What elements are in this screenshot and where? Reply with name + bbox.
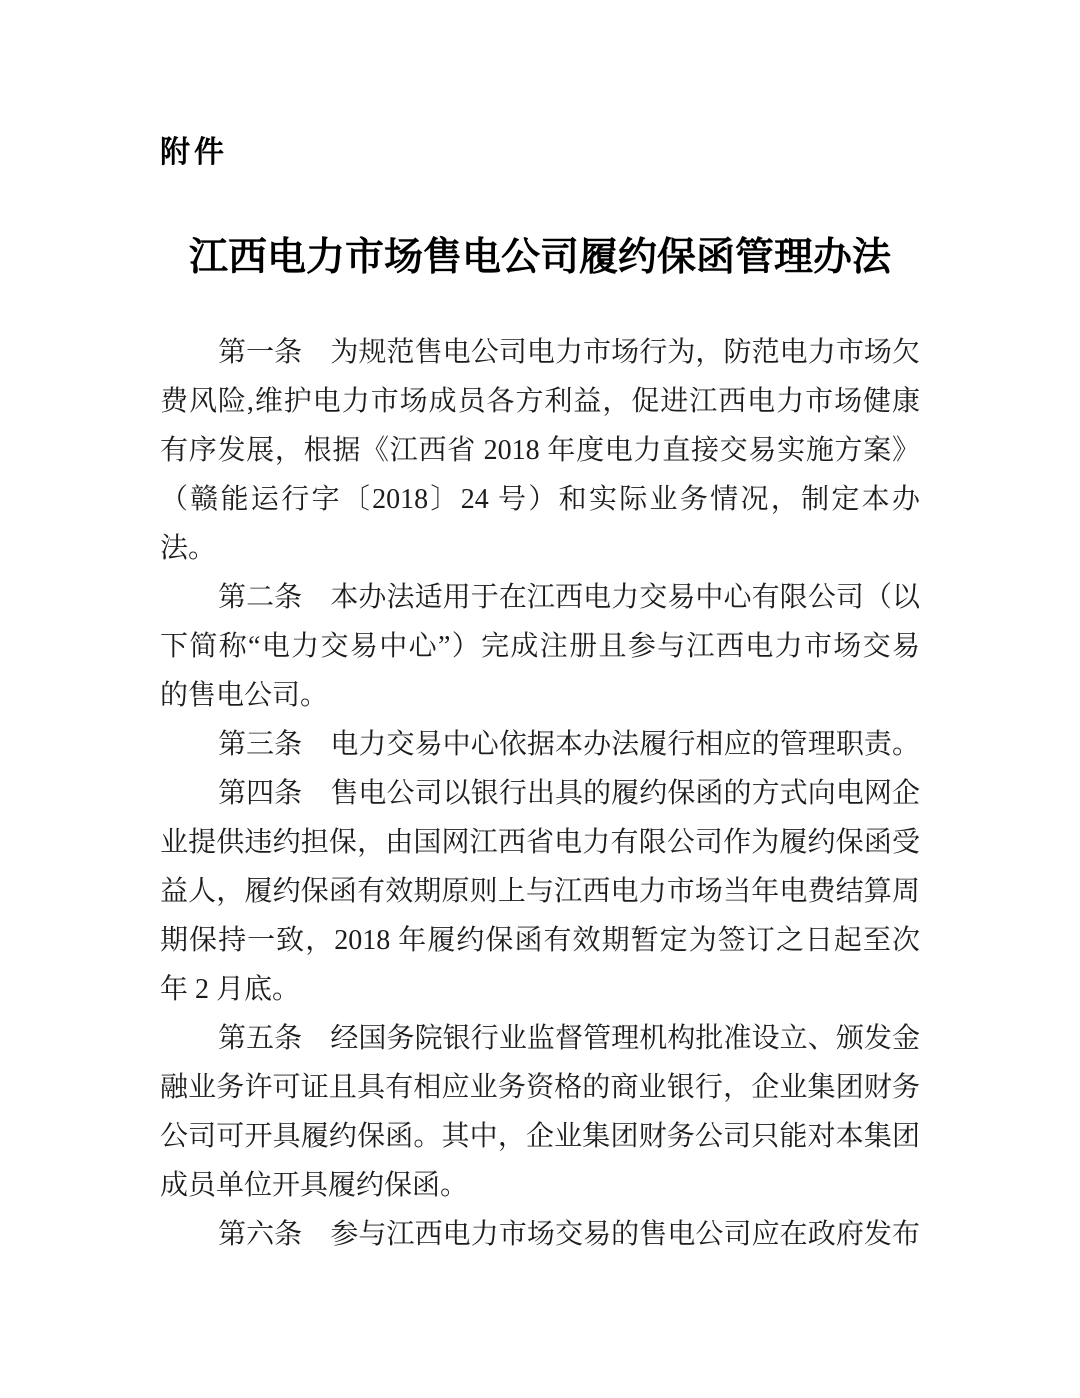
document-body <box>160 328 920 1259</box>
body-line: 下简称“电力交易中心”）完成注册且参与江西电力市场交易 <box>160 631 920 662</box>
body-line: 融业务许可证且具有相应业务资格的商业银行，企业集团财务 <box>160 1072 920 1103</box>
body-line: 法。 <box>160 533 217 564</box>
document-title: 江西电力市场售电公司履约保函管理办法 <box>188 236 891 279</box>
body-line: 的售电公司。 <box>160 680 329 711</box>
attachment-label: 附件 <box>160 135 228 170</box>
paragraph-article-1 <box>160 328 920 573</box>
body-line: 第二条 本办法适用于在江西电力交易中心有限公司（以 <box>218 582 920 613</box>
paragraph-article-6 <box>160 1210 920 1259</box>
body-line: 费风险,维护电力市场成员各方利益，促进江西电力市场健康 <box>160 386 920 417</box>
body-line: 第五条 经国务院银行业监督管理机构批准设立、颁发金 <box>218 1023 920 1054</box>
body-line: 成员单位开具履约保函。 <box>160 1170 469 1201</box>
paragraph-article-4 <box>160 769 920 1014</box>
paragraph-article-5 <box>160 1014 920 1210</box>
body-line: 年 2 月底。 <box>160 974 301 1005</box>
body-line: 业提供违约担保，由国网江西省电力有限公司作为履约保函受 <box>160 827 920 858</box>
body-line: （赣能运行字〔2018〕24 号）和实际业务情况，制定本办 <box>160 484 920 515</box>
body-line: 公司可开具履约保函。其中，企业集团财务公司只能对本集团 <box>160 1121 920 1152</box>
paragraph-article-3 <box>160 720 920 769</box>
body-line: 期保持一致，2018 年履约保函有效期暂定为签订之日起至次 <box>160 925 920 956</box>
body-line: 第三条 电力交易中心依据本办法履行相应的管理职责。 <box>218 729 920 760</box>
paragraph-article-2 <box>160 573 920 720</box>
body-line: 有序发展，根据《江西省 2018 年度电力直接交易实施方案》 <box>160 435 920 466</box>
body-line: 第六条 参与江西电力市场交易的售电公司应在政府发布 <box>218 1219 920 1250</box>
body-line: 第四条 售电公司以银行出具的履约保函的方式向电网企 <box>218 778 920 809</box>
body-line: 第一条 为规范售电公司电力市场行为，防范电力市场欠 <box>218 337 920 368</box>
body-line: 益人，履约保函有效期原则上与江西电力市场当年电费结算周 <box>160 876 920 907</box>
